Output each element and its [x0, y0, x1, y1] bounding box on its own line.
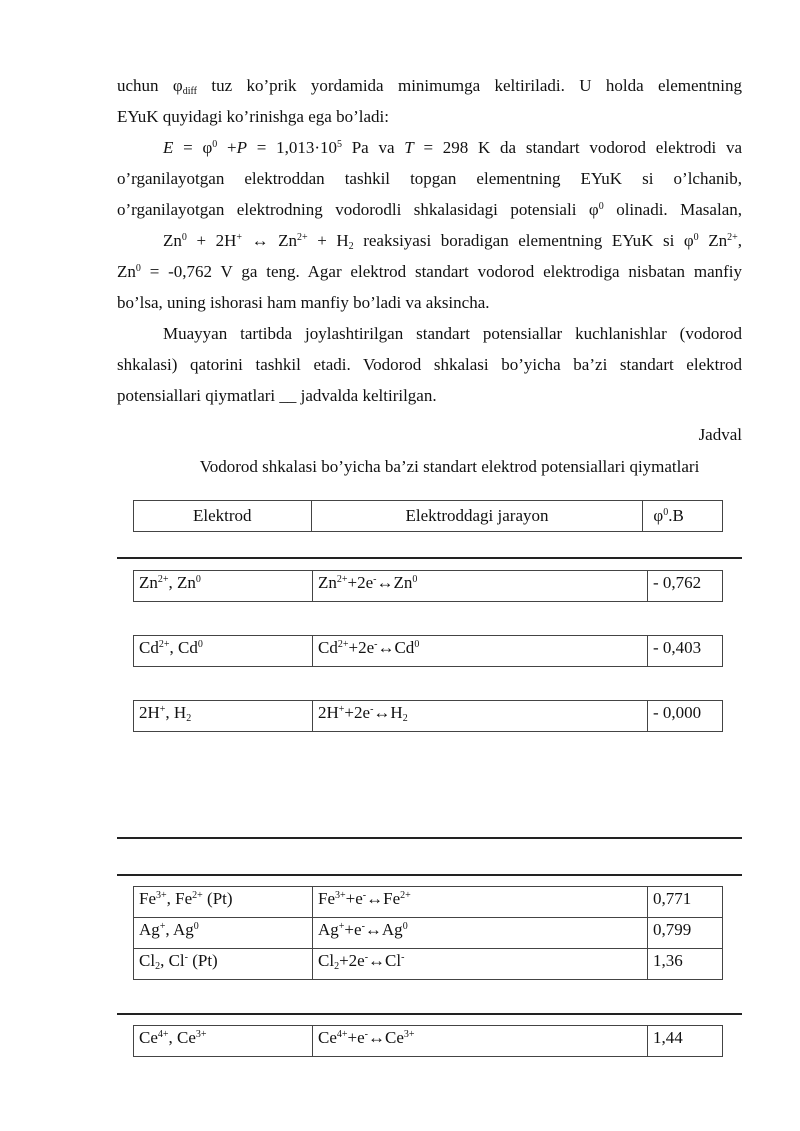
cell-elektrod — [134, 701, 313, 732]
cell-value: 1,36 — [648, 949, 723, 980]
text: , — [737, 231, 742, 250]
text: Cl — [318, 951, 335, 970]
text: , Cd — [169, 638, 198, 657]
text: Cd — [139, 638, 159, 657]
superscript: - — [364, 952, 369, 963]
cell-value: - 0,403 — [648, 636, 723, 667]
table-row — [134, 887, 723, 918]
superscript: 0 — [181, 232, 187, 243]
text: + — [217, 138, 237, 157]
body-paragraph-1 — [117, 70, 742, 411]
table-block — [133, 1025, 723, 1057]
separator-line — [117, 874, 742, 876]
cell-jarayon — [313, 1026, 648, 1057]
text: Zn — [139, 573, 158, 592]
subscript: 2 — [402, 713, 408, 724]
superscript: 0 — [598, 201, 604, 212]
text: .B — [668, 506, 684, 525]
superscript: 4+ — [336, 1029, 348, 1040]
text: = 1,013·10 — [247, 138, 337, 157]
text: +e — [347, 1028, 365, 1047]
table-row — [134, 701, 723, 732]
cell-elektrod — [134, 636, 313, 667]
superscript: 0 — [414, 639, 420, 650]
superscript: 2+ — [192, 890, 203, 901]
line-4 — [117, 163, 742, 194]
text: , H — [165, 703, 187, 722]
text: EYuK quyidagi ko’rinishga ega bo’ladi: — [117, 107, 389, 126]
table-block — [133, 700, 723, 732]
table-caption: Vodorod shkalasi bo’yicha ba’zi standart elektrod potensiallari qiymatlari — [199, 457, 700, 476]
superscript: 3+ — [195, 1029, 207, 1040]
cell-elektrod — [134, 918, 313, 949]
line-3 — [117, 132, 742, 163]
text: olinadi. Masalan, — [603, 200, 742, 219]
line-10 — [117, 349, 742, 380]
text: Ag — [318, 920, 339, 939]
superscript: - — [373, 574, 377, 585]
text: 2H — [139, 703, 160, 722]
text: tuz ko’prik yordamida minimumga keltiriladi. U holda elementning — [197, 76, 743, 95]
text: o’rganilayotgan elektrodning vodorodli shkalasidagi potensiali φ — [117, 200, 599, 219]
text: ↔Cl — [368, 951, 402, 970]
text: (Pt) — [202, 889, 233, 908]
superscript: 2+ — [297, 232, 308, 243]
cell-jarayon — [313, 636, 648, 667]
table-row — [134, 571, 723, 602]
table-block — [133, 886, 723, 980]
text: ↔Fe — [366, 889, 401, 908]
text: Muayyan tartibda joylashtirilgan standart potensiallar kuchlanishlar (vodorod — [163, 324, 742, 343]
text: ↔Cd — [377, 638, 415, 657]
table-block — [133, 635, 723, 667]
superscript: 5 — [336, 139, 342, 150]
superscript: 2+ — [157, 574, 169, 585]
text: Pa va — [341, 138, 405, 157]
text: +e — [345, 889, 363, 908]
text: , Cl — [160, 951, 185, 970]
subscript: 2 — [334, 961, 340, 972]
superscript: 0 — [197, 639, 203, 650]
superscript: 0 — [135, 263, 141, 274]
text: Ag — [139, 920, 160, 939]
text: (Pt) — [187, 951, 218, 970]
cell-elektrod — [134, 887, 313, 918]
superscript: 3+ — [403, 1029, 415, 1040]
cell-value: 0,771 — [648, 887, 723, 918]
superscript: 2+ — [727, 232, 738, 243]
cell-value: - 0,762 — [648, 571, 723, 602]
superscript: + — [159, 704, 166, 715]
superscript: 4+ — [157, 1029, 169, 1040]
superscript: 2+ — [400, 890, 411, 901]
text: + H — [307, 231, 349, 250]
superscript: 0 — [663, 507, 669, 518]
text: ↔ Zn — [242, 231, 298, 250]
text: φ — [653, 506, 664, 525]
line-9 — [117, 318, 742, 349]
separator-line — [117, 557, 742, 559]
cell-value: - 0,000 — [648, 701, 723, 732]
text: , Zn — [168, 573, 196, 592]
superscript: 3+ — [156, 890, 167, 901]
text: +2e — [347, 573, 374, 592]
text: uchun φ — [117, 76, 183, 95]
text: +2e — [339, 951, 365, 970]
text: Cd — [318, 638, 338, 657]
table-row — [134, 949, 723, 980]
cell-elektrod — [134, 1026, 313, 1057]
cell-elektrod — [134, 949, 313, 980]
text: Cl — [139, 951, 156, 970]
line-1 — [117, 70, 742, 101]
text: = φ — [173, 138, 213, 157]
text: ↔Zn — [376, 573, 413, 592]
text: reaksiyasi boradigan elementning EYuK si φ — [353, 231, 694, 250]
cell-jarayon — [313, 949, 648, 980]
text: Ce — [318, 1028, 337, 1047]
text: ↔Ce — [368, 1028, 404, 1047]
superscript: 0 — [412, 574, 418, 585]
cell-jarayon — [313, 701, 648, 732]
line-11 — [117, 380, 742, 411]
table-header-row — [134, 501, 723, 532]
text: +2e — [344, 703, 371, 722]
line-5 — [117, 194, 742, 225]
superscript: - — [401, 952, 405, 963]
superscript: 0 — [193, 921, 199, 932]
text: + 2H — [186, 231, 237, 250]
subscript: 2 — [186, 713, 192, 724]
superscript: - — [361, 921, 365, 932]
line-6 — [117, 225, 742, 256]
superscript: 0 — [212, 139, 218, 150]
text: potensiallari qiymatlari __ jadvalda keltirilgan. — [117, 386, 437, 405]
superscript: 2+ — [336, 574, 348, 585]
superscript: - — [184, 952, 188, 963]
cell-jarayon — [313, 918, 648, 949]
text: = 298 K da standart vodorod elektrodi va — [413, 138, 743, 157]
text: +e — [344, 920, 362, 939]
cell-value: 0,799 — [648, 918, 723, 949]
superscript: - — [374, 639, 378, 650]
superscript: + — [159, 921, 166, 932]
separator-line — [117, 837, 742, 839]
subscript: 2 — [348, 241, 354, 252]
subscript: diff — [182, 86, 197, 97]
text: 2H — [318, 703, 339, 722]
superscript: 2+ — [337, 639, 349, 650]
line-7 — [117, 256, 742, 287]
cell-jarayon — [313, 887, 648, 918]
cell-value: 1,44 — [648, 1026, 723, 1057]
text: , Ag — [165, 920, 194, 939]
line-2 — [117, 101, 742, 132]
text: o’rganilayotgan elektroddan tashkil topgan elementning EYuK si o’lchanib, — [117, 169, 742, 188]
superscript: + — [338, 921, 345, 932]
table-label: Jadval — [698, 425, 742, 444]
subscript: 2 — [155, 961, 161, 972]
text: Zn — [318, 573, 337, 592]
text: Fe — [139, 889, 156, 908]
superscript: + — [338, 704, 345, 715]
header-jarayon: Elektroddagi jarayon — [311, 501, 643, 532]
superscript: - — [370, 704, 374, 715]
separator-line — [117, 1013, 742, 1015]
superscript: - — [364, 1029, 369, 1040]
text: T — [404, 138, 414, 157]
text: shkalasi) qatorini tashkil etadi. Vodorod shkalasi bo’yicha ba’zi standart elektrod — [117, 355, 742, 374]
superscript: 2+ — [158, 639, 170, 650]
text: P — [236, 138, 247, 157]
text: Zn — [163, 231, 182, 250]
text: +2e — [348, 638, 375, 657]
superscript: + — [236, 232, 243, 243]
text: E — [163, 138, 174, 157]
table-row — [134, 918, 723, 949]
header-potential — [643, 501, 723, 532]
text: ↔Ag — [364, 920, 403, 939]
table-row — [134, 636, 723, 667]
text: , Fe — [166, 889, 193, 908]
superscript: 0 — [402, 921, 408, 932]
superscript: 3+ — [335, 890, 346, 901]
text: bo’lsa, uning ishorasi ham manfiy bo’ladi va aksincha. — [117, 293, 490, 312]
cell-elektrod — [134, 571, 313, 602]
text: = -0,762 V ga teng. Agar elektrod standart vodorod elektrodiga nisbatan manfiy — [140, 262, 742, 281]
superscript: - — [362, 890, 367, 901]
table-header — [133, 500, 723, 532]
table-block — [133, 570, 723, 602]
table-row — [134, 1026, 723, 1057]
superscript: 0 — [195, 574, 201, 585]
text: , Ce — [168, 1028, 196, 1047]
text: Zn — [117, 262, 136, 281]
text: ↔H — [373, 703, 403, 722]
cell-jarayon — [313, 571, 648, 602]
header-elektrod: Elektrod — [134, 501, 312, 532]
superscript: 0 — [693, 232, 699, 243]
text: Fe — [318, 889, 335, 908]
text: Ce — [139, 1028, 158, 1047]
line-8 — [117, 287, 742, 318]
text: Zn — [698, 231, 728, 250]
